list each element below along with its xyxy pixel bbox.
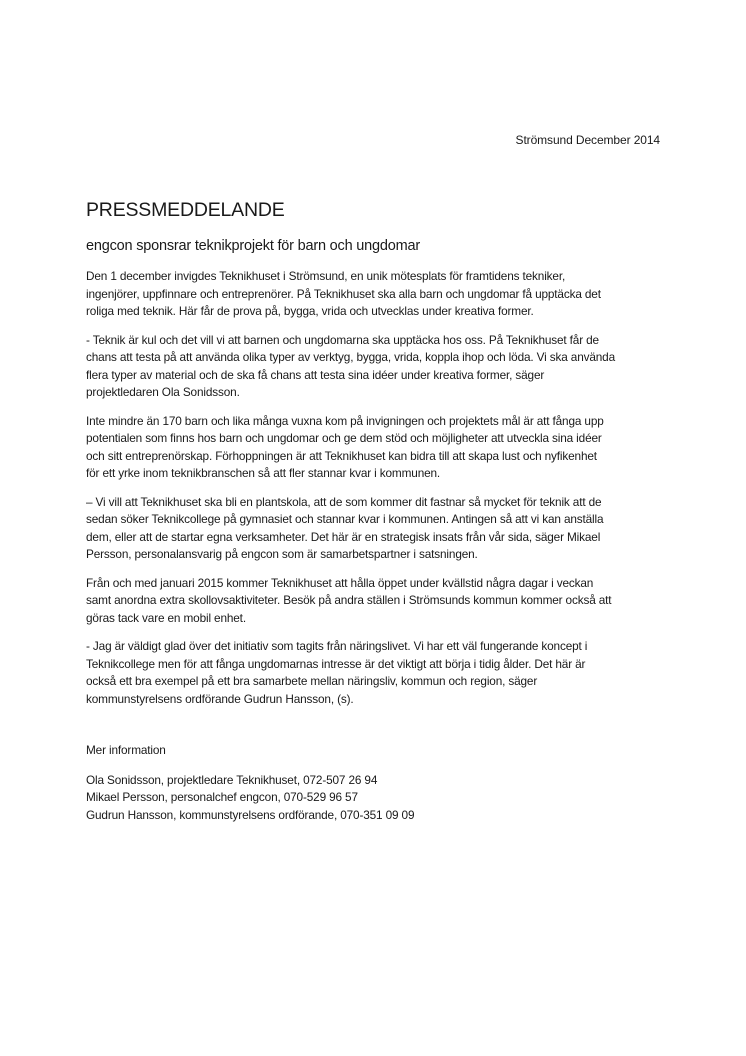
paragraph-line: - Jag är väldigt glad över det initiativ som tagits från näringslivet. Vi har ett väl fungerande koncept i bbox=[86, 639, 588, 653]
paragraph-line: Teknikcollege men för att fånga ungdomarnas intresse är det viktigt att börja i tidig ålder. Det här är bbox=[86, 656, 586, 671]
paragraph bbox=[86, 332, 666, 402]
paragraph-line: för ett yrke inom teknikbranschen så att fler stannar kvar i kommunen. bbox=[86, 466, 441, 480]
paragraph-line: också ett bra exempel på ett bra samarbete mellan näringsliv, kommun och region, säger bbox=[86, 674, 538, 688]
page-title: PRESSMEDDELANDE bbox=[86, 199, 285, 221]
paragraph-line: roliga med teknik. Här får de prova på, bygga, vrida och utvecklas under kreativa former. bbox=[86, 304, 534, 318]
paragraphs bbox=[86, 268, 666, 708]
paragraph-line: - Teknik är kul och det vill vi att barnen och ungdomarna ska upptäcka hos oss. På Teknikhuset får de bbox=[86, 332, 599, 347]
paragraph-line: Den 1 december invigdes Teknikhuset i Strömsund, en unik mötesplats för framtidens tekniker, bbox=[86, 269, 566, 283]
paragraph-line: och sitt entreprenörskap. Förhoppningen är att Teknikhuset kan bidra till att skapa lust och nyfikenhet bbox=[86, 448, 597, 463]
paragraph-line: projektledaren Ola Sonidsson. bbox=[86, 385, 240, 399]
paragraph-line: kommunstyrelsens ordförande Gudrun Hansson, (s). bbox=[86, 691, 354, 706]
paragraph-line: – Vi vill att Teknikhuset ska bli en plantskola, att de som kommer dit fastnar så mycket för teknik att de bbox=[86, 494, 602, 509]
paragraph-line: dem, eller att de startar egna verksamheter. Det här är en strategisk insats från vår sida, säger Mikael bbox=[86, 529, 601, 544]
paragraph-line: samt anordna extra skollovsaktiviteter. Besök på andra ställen i Strömsunds kommun kommer också att bbox=[86, 593, 612, 607]
contact-line: Ola Sonidsson, projektledare Teknikhuset, 072-507 26 94 bbox=[86, 772, 378, 787]
contact-list bbox=[86, 772, 666, 825]
paragraph-line: sedan söker Teknikcollege på gymnasiet och stannar kvar i kommunen. Antingen så att vi kan anställa bbox=[86, 512, 604, 526]
paragraph bbox=[86, 413, 666, 483]
subtitle: engcon sponsrar teknikprojekt för barn och ungdomar bbox=[86, 238, 420, 254]
paragraph-line: flera typer av material och de ska få chans att testa sina idéer under kreativa former, säger bbox=[86, 367, 545, 382]
date-line: Strömsund December 2014 bbox=[515, 133, 660, 147]
paragraph bbox=[86, 638, 666, 708]
paragraph-line: Inte mindre än 170 barn och lika många vuxna kom på invigningen och projektets mål är att fånga upp bbox=[86, 413, 604, 428]
contact-line: Gudrun Hansson, kommunstyrelsens ordförande, 070-351 09 09 bbox=[86, 807, 415, 822]
paragraph-line: ingenjörer, uppfinnare och entreprenörer. På Teknikhuset ska alla barn och ungdomar få upptäcka det bbox=[86, 286, 601, 301]
paragraph-line: Från och med januari 2015 kommer Teknikhuset att hålla öppet under kvällstid några dagar i veckan bbox=[86, 575, 594, 590]
paragraph-line: chans att testa på att använda olika typer av verktyg, bygga, vrida, koppla ihop och löda. Vi ska använda bbox=[86, 350, 615, 364]
document-body bbox=[86, 198, 666, 824]
paragraph bbox=[86, 268, 666, 321]
more-info-heading: Mer information bbox=[86, 743, 166, 757]
paragraph-line: göras tack vare en mobil enhet. bbox=[86, 610, 246, 625]
paragraph-line: Persson, personalansvarig på engcon som är samarbetspartner i satsningen. bbox=[86, 547, 478, 561]
paragraph bbox=[86, 575, 666, 628]
paragraph-line: potentialen som finns hos barn och ungdomar och ge dem stöd och möjligheter att utveckla sina idéer bbox=[86, 431, 602, 445]
paragraph bbox=[86, 494, 666, 564]
contact-line: Mikael Persson, personalchef engcon, 070-529 96 57 bbox=[86, 790, 358, 804]
